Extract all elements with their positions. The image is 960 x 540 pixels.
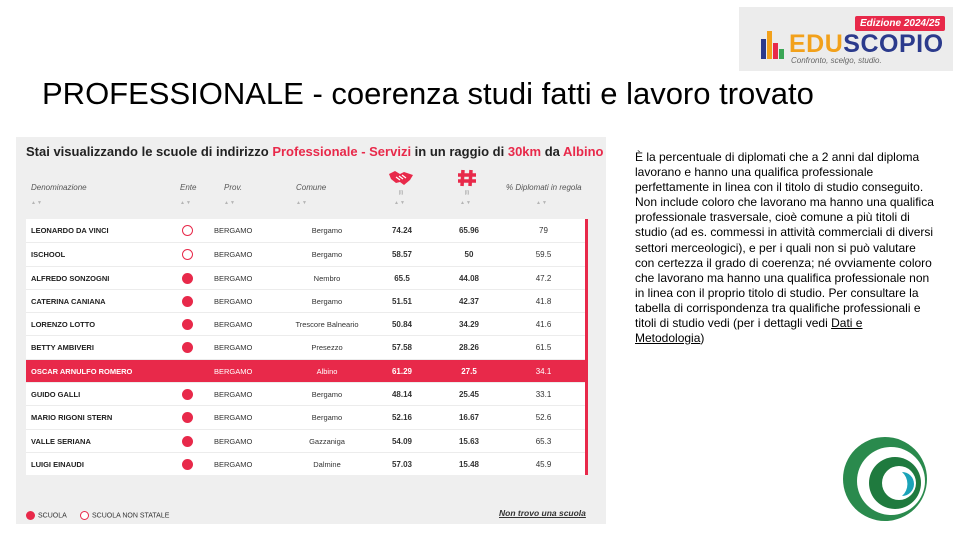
school-name[interactable]: GUIDO GALLI [31,390,81,400]
table-row[interactable] [26,335,585,358]
province: BERGAMO [214,296,253,306]
table-row[interactable] [26,382,585,405]
comune: Bergamo [311,413,343,423]
comune: Bergamo [311,250,343,260]
table-row[interactable] [26,312,585,335]
bar-chart-icon [761,25,783,59]
metric2-value: 16.67 [458,413,480,423]
table-row[interactable] [26,429,585,452]
pct-value: 33.1 [535,390,552,400]
metric1-value: 54.09 [391,436,413,446]
column-header-pct[interactable]: % Diplomati in regola [506,183,582,192]
school-name[interactable]: ALFREDO SONZOGNI [31,273,110,283]
metric2-value: 42.37 [458,296,480,306]
table-row[interactable] [26,452,585,475]
filled-circle-icon [182,319,193,330]
filled-circle-icon [182,436,193,447]
metric2-value: 28.26 [458,343,480,353]
filled-circle-icon [182,389,193,400]
pct-value: 34.1 [535,366,552,376]
school-name[interactable]: ISCHOOL [31,250,66,260]
organization-emblem-icon [842,436,928,522]
metric1-value: 50.84 [391,320,413,330]
sort-arrows-icon[interactable]: ▲▼ [296,200,308,206]
pct-value: 52.6 [535,413,552,423]
sort-arrows-icon[interactable]: ▲▼ [536,200,548,206]
table-row[interactable] [26,266,585,289]
metric1-value: 57.03 [391,459,413,469]
sort-arrows-icon[interactable]: ▲▼ [224,200,236,206]
metric2-value: 34.29 [458,320,480,330]
province: BERGAMO [214,250,253,260]
filled-circle-icon [182,342,193,353]
metric1-value: 52.16 [391,413,413,423]
hollow-circle-icon [182,225,193,236]
table-row[interactable] [26,359,585,382]
eduscopio-logo [739,7,953,71]
info-icon[interactable]: (i) [398,190,404,196]
province: BERGAMO [214,436,253,446]
handshake-icon [388,169,414,187]
school-name[interactable]: LEONARDO DA VINCI [31,226,109,235]
metric2-value: 25.45 [458,390,480,400]
metric2-value: 27.5 [461,366,477,376]
metric2-value: 44.08 [458,273,480,283]
sort-arrows-icon[interactable]: ▲▼ [31,200,43,206]
metric1-value: 48.14 [391,390,413,400]
school-name[interactable]: MARIO RIGONI STERN [31,413,113,423]
metric1-value: 57.58 [391,343,413,353]
results-panel [16,137,606,524]
pct-value: 59.5 [535,250,552,260]
comune: Gazzaniga [309,436,345,446]
province: BERGAMO [214,413,253,423]
hollow-circle-icon [80,511,89,520]
comune: Bergamo [311,226,343,235]
edition-badge: Edizione 2024/25 [855,16,945,31]
track-name: Professionale - Servizi [272,144,412,159]
pct-value: 79 [539,226,548,235]
pct-value: 41.6 [535,320,552,330]
ente-indicator [182,243,194,266]
school-name[interactable]: VALLE SERIANA [31,436,91,446]
ente-indicator [182,453,194,476]
sort-arrows-icon[interactable]: ▲▼ [180,200,192,206]
column-header-metric1[interactable] [388,169,414,196]
ente-indicator [182,383,194,406]
metric1-value: 58.57 [391,250,413,260]
table-row[interactable] [26,242,585,265]
column-header-prov[interactable]: Prov. [224,183,243,192]
ente-indicator [182,267,194,290]
column-header-name[interactable]: Denominazione [31,183,87,192]
table-row[interactable] [26,289,585,312]
pct-value: 45.9 [535,459,552,469]
pct-value: 61.5 [535,343,552,353]
comune: Trescore Balneario [295,320,359,330]
province: BERGAMO [214,459,253,469]
metric1-value: 61.29 [391,366,413,376]
metric1-value: 74.24 [391,226,413,235]
metric2-value: 50 [464,250,474,260]
slide-title: PROFESSIONALE - coerenza studi fatti e lavoro trovato [42,76,814,111]
info-icon[interactable]: (i) [464,190,470,196]
legend-statale: SCUOLA [26,511,67,521]
school-name[interactable]: OSCAR ARNULFO ROMERO [31,366,133,376]
metric2-value: 65.96 [458,226,480,235]
column-header-metric2[interactable] [456,169,478,196]
province: BERGAMO [214,366,253,376]
column-header-ente[interactable]: Ente [180,183,197,192]
filled-circle-icon [26,511,35,520]
pct-value: 41.8 [535,296,552,306]
school-name[interactable]: LORENZO LOTTO [31,320,96,330]
sort-arrows-icon[interactable]: ▲▼ [460,200,472,206]
filled-circle-icon [182,412,193,423]
table-row[interactable] [26,219,585,242]
ente-indicator [182,406,194,429]
school-name[interactable]: BETTY AMBIVERI [31,343,94,353]
province: BERGAMO [214,226,253,235]
province: BERGAMO [214,390,253,400]
legend-non-statale: SCUOLA NON STATALE [80,511,169,521]
school-table [26,219,588,475]
filled-circle-icon [182,296,193,307]
not-found-link[interactable]: Non trovo una scuola [499,508,586,518]
brand-tagline: Confronto, scelgo, studio. [791,56,882,65]
school-name[interactable]: LUIGI EINAUDI [31,459,84,469]
comune: Dalmine [313,459,341,469]
hashtag-icon [457,169,477,187]
comune: Bergamo [311,296,343,306]
filled-circle-icon [182,273,193,284]
metric-description: È la percentuale di diplomati che a 2 anni dal diploma lavorano e hanno una qualifica professionale perfettamente in linea con il titolo di studio conseguito. Non include coloro che lavorano ma hanno una qualifica professionale trasversale, cioè comune a più titoli di studio (ad es. commessi in attività commerciali di diversi settori merceologici), e per i quali non si può valutare con certezza il grado di coerenza; né ovviamente coloro che lavorano ma hanno una qualifica professionale non in linea con il proprio titolo di studio. Per consultare la tabella di corrispondenza tra qualifiche professionali e titoli di studio vedi (per i dettagli vedi Dati e Metodologia) [635,150,934,346]
brand-name: EDUSCOPIO [789,30,944,58]
column-header-comune[interactable]: Comune [296,183,327,192]
ente-indicator [182,219,194,242]
comune: Albino [316,366,338,376]
ente-indicator [182,430,194,453]
table-row[interactable] [26,405,585,428]
pct-value: 47.2 [535,273,552,283]
ente-indicator [182,360,194,383]
results-heading: Stai visualizzando le scuole di indirizzo Professionale - Servizi in un raggio di 30km da Albino [26,144,604,159]
town-name: Albino [563,144,604,159]
ente-indicator [182,313,194,336]
hollow-circle-icon [182,249,193,260]
ente-indicator [182,290,194,313]
ente-indicator [182,336,194,359]
school-name[interactable]: CATERINA CANIANA [31,296,106,306]
province: BERGAMO [214,273,253,283]
province: BERGAMO [214,343,253,353]
comune: Nembro [313,273,341,283]
sort-arrows-icon[interactable]: ▲▼ [394,200,406,206]
comune: Bergamo [311,390,343,400]
methodology-link[interactable]: Dati e Metodologia [635,316,863,346]
province: BERGAMO [214,320,253,330]
radius-value: 30km [507,144,542,159]
metric2-value: 15.63 [458,436,480,446]
metric1-value: 51.51 [391,296,413,306]
pct-value: 65.3 [535,436,552,446]
comune: Presezzo [311,343,343,353]
metric2-value: 15.48 [458,459,480,469]
filled-circle-icon [182,459,193,470]
metric1-value: 65.5 [394,273,410,283]
